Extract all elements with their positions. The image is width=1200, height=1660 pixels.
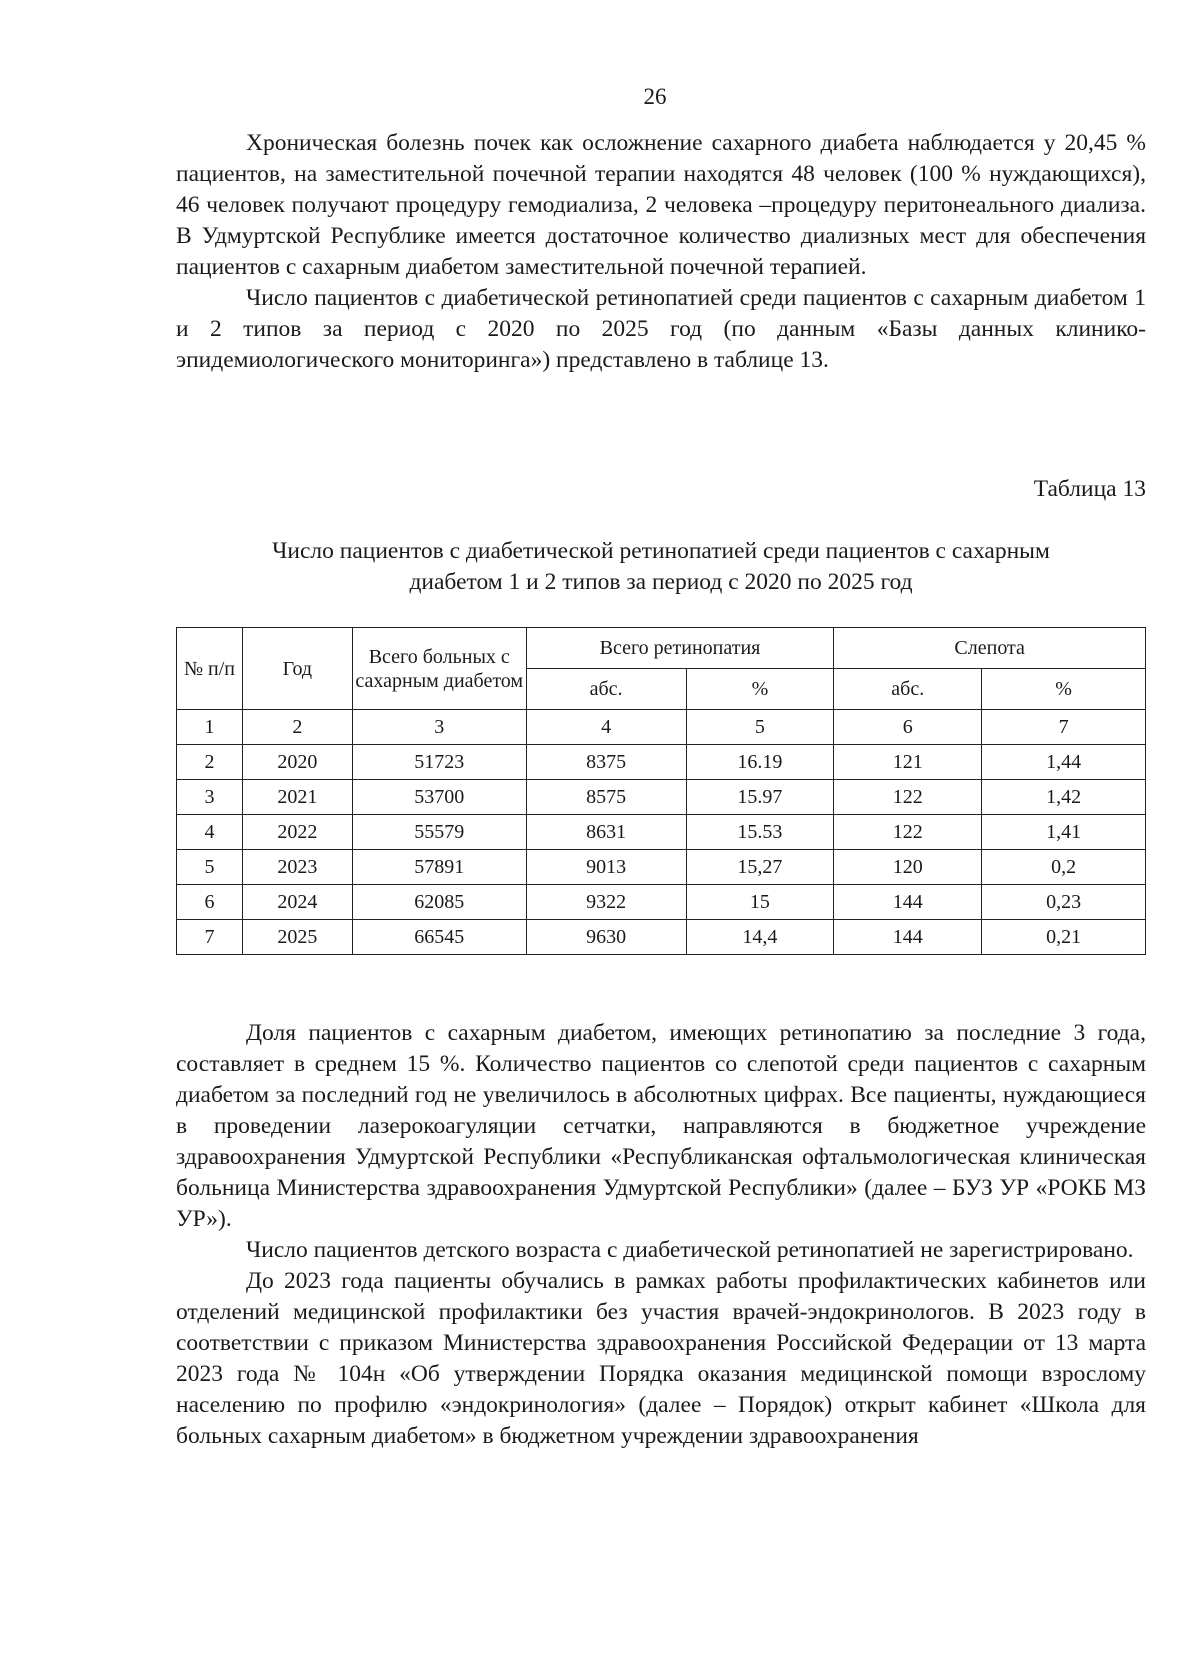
table-cell: 122 bbox=[834, 815, 982, 850]
table-cell: 57891 bbox=[352, 850, 526, 885]
table-cell: 2 bbox=[242, 710, 352, 745]
table-cell: 0,23 bbox=[982, 885, 1146, 920]
table-cell: 9013 bbox=[526, 850, 686, 885]
header-retinopathy-pct: % bbox=[686, 669, 834, 710]
paragraph: Число пациентов детского возраста с диабетической ретинопатией не зарегистрировано. bbox=[246, 1237, 1134, 1263]
table-cell: 9630 bbox=[526, 920, 686, 955]
table-cell: 8575 bbox=[526, 780, 686, 815]
text-block-top bbox=[176, 128, 1146, 376]
table-cell: 6 bbox=[834, 710, 982, 745]
table-cell: 122 bbox=[834, 780, 982, 815]
text-block-bottom bbox=[176, 1018, 1146, 1452]
table-cell: 2023 bbox=[242, 850, 352, 885]
header-retinopathy: Всего ретинопатия bbox=[526, 628, 834, 669]
table-cell: 4 bbox=[526, 710, 686, 745]
table-cell: 1,41 bbox=[982, 815, 1146, 850]
table-cell: 2025 bbox=[242, 920, 352, 955]
table-cell: 144 bbox=[834, 920, 982, 955]
table-row bbox=[177, 745, 1146, 780]
page-number: 26 bbox=[643, 84, 667, 109]
table-cell: 62085 bbox=[352, 885, 526, 920]
table-cell: 2021 bbox=[242, 780, 352, 815]
table-row bbox=[177, 920, 1146, 955]
table-title-line: диабетом 1 и 2 типов за период с 2020 по 2025 год bbox=[409, 569, 913, 595]
table-cell: 2024 bbox=[242, 885, 352, 920]
header-num: № п/п bbox=[177, 628, 243, 710]
table-cell: 0,2 bbox=[982, 850, 1146, 885]
table-row bbox=[177, 815, 1146, 850]
header-blindness-pct: % bbox=[982, 669, 1146, 710]
table-cell: 1,44 bbox=[982, 745, 1146, 780]
table-cell: 0,21 bbox=[982, 920, 1146, 955]
table-cell: 1,42 bbox=[982, 780, 1146, 815]
table-cell: 15,27 bbox=[686, 850, 834, 885]
table-cell: 3 bbox=[352, 710, 526, 745]
table-cell: 4 bbox=[177, 815, 243, 850]
table-label: Таблица 13 bbox=[1033, 476, 1146, 502]
table-cell: 3 bbox=[177, 780, 243, 815]
table-cell: 15.53 bbox=[686, 815, 834, 850]
table-row bbox=[177, 780, 1146, 815]
table-cell: 2022 bbox=[242, 815, 352, 850]
table-row bbox=[177, 885, 1146, 920]
table-title-line: Число пациентов с диабетической ретинопатией среди пациентов с сахарным bbox=[272, 538, 1050, 564]
table-cell: 8631 bbox=[526, 815, 686, 850]
table-cell: 55579 bbox=[352, 815, 526, 850]
table-cell: 7 bbox=[177, 920, 243, 955]
table-cell: 14,4 bbox=[686, 920, 834, 955]
table-cell: 16.19 bbox=[686, 745, 834, 780]
table-cell: 9322 bbox=[526, 885, 686, 920]
table-cell: 15.97 bbox=[686, 780, 834, 815]
table-cell: 121 bbox=[834, 745, 982, 780]
header-total-patients: Всего больных с сахарным диабетом bbox=[352, 628, 526, 710]
table-cell: 5 bbox=[686, 710, 834, 745]
table-cell: 66545 bbox=[352, 920, 526, 955]
paragraph: Число пациентов с диабетической ретинопатией среди пациентов с сахарным диабетом 1 и 2 типов за период с 2020 по 2025 год (по данным «Базы данных клинико-эпидемиологического мониторинга») представлено в таблице 13. bbox=[176, 285, 1146, 373]
table-cell: 2 bbox=[177, 745, 243, 780]
table-title bbox=[176, 536, 1146, 598]
paragraph: До 2023 года пациенты обучались в рамках работы профилактических кабинетов или отделений медицинской профилактики без участия врачей-эндокринологов. В 2023 году в соответствии с приказом Министерства здравоохранения Российской Федерации от 13 марта 2023 года № 104н «Об утверждении Порядка оказания медицинской помощи взрослому населению по профилю «эндокринология» (далее – Порядок) открыт кабинет «Школа для больных сахарным диабетом» в бюджетном учреждении здравоохранения bbox=[176, 1268, 1146, 1449]
table-cell: 51723 bbox=[352, 745, 526, 780]
header-blindness: Слепота bbox=[834, 628, 1146, 669]
table-cell: 53700 bbox=[352, 780, 526, 815]
header-year: Год bbox=[242, 628, 352, 710]
table-cell: 2020 bbox=[242, 745, 352, 780]
table-cell: 7 bbox=[982, 710, 1146, 745]
table-cell: 144 bbox=[834, 885, 982, 920]
retinopathy-table bbox=[176, 627, 1146, 955]
table-row bbox=[177, 850, 1146, 885]
table-row-column-numbers bbox=[177, 710, 1146, 745]
table-cell: 8375 bbox=[526, 745, 686, 780]
table-cell: 5 bbox=[177, 850, 243, 885]
paragraph: Хроническая болезнь почек как осложнение сахарного диабета наблюдается у 20,45 % пациентов, на заместительной почечной терапии находятся 48 человек (100 % нуждающихся), 46 человек получают процедуру гемодиализа, 2 человека –процедуру перитонеального диализа. В Удмуртской Республике имеется достаточное количество диализных мест для обеспечения пациентов с сахарным диабетом заместительной почечной терапией. bbox=[176, 130, 1146, 280]
header-retinopathy-abs: абс. bbox=[526, 669, 686, 710]
table-cell: 1 bbox=[177, 710, 243, 745]
paragraph: Доля пациентов с сахарным диабетом, имеющих ретинопатию за последние 3 года, составляет в среднем 15 %. Количество пациентов со слепотой среди пациентов с сахарным диабетом за последний год не увеличилось в абсолютных цифрах. Все пациенты, нуждающиеся в проведении лазерокоагуляции сетчатки, направляются в бюджетное учреждение здравоохранения Удмуртской Республики «Республиканская офтальмологическая клиническая больница Министерства здравоохранения Удмуртской Республики» (далее – БУЗ УР «РОКБ МЗ УР»). bbox=[176, 1020, 1146, 1232]
table-cell: 15 bbox=[686, 885, 834, 920]
table-cell: 120 bbox=[834, 850, 982, 885]
header-blindness-abs: абс. bbox=[834, 669, 982, 710]
table-cell: 6 bbox=[177, 885, 243, 920]
